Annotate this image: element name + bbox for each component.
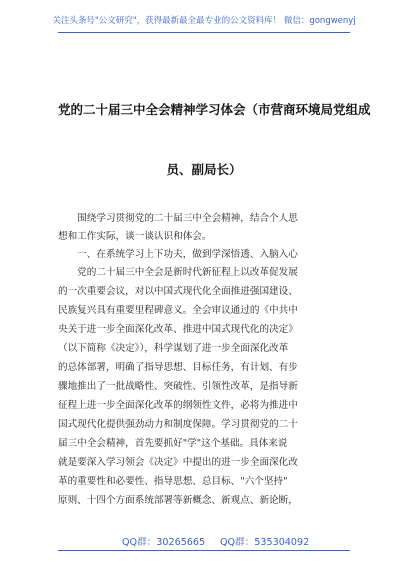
body-line: 革的重要性和必要性、指导思想、总目标、"六个坚持" (58, 476, 288, 487)
body-line: 的一次重要会议，对以中国式现代化全面推进强国建设、 (58, 286, 298, 297)
document-title-line-1: 党的二十届三中全会精神学习体会（市营商环境局党组成 (58, 102, 371, 117)
body-line: 届三中全会精神，首先要抓好"学"这个基础。具体来说 (58, 438, 288, 449)
body-line: 征程上进一步全面深化改革的纲领性文件，必将为推进中 (58, 400, 298, 411)
body-line: 想和工作实际，谈一谈认识和体会。 (58, 231, 212, 242)
body-line: 原则、十四个方面系统部署等新概念、新观点、新论断， (58, 495, 298, 506)
footer-qq-group-2: QQ群：535304092 (220, 537, 310, 548)
footer-divider (58, 550, 350, 551)
body-line: 国式现代化提供强劲动力和制度保障。学习贯彻党的二十 (58, 419, 298, 430)
document-title-line-2: 员、副局长） (166, 162, 242, 177)
body-line: 就是要深入学习领会《决定》中提出的进一步全面深化改 (58, 457, 298, 468)
header-divider (58, 32, 350, 33)
page-header-banner: 关注头条号"公文研究"，获得最新最全最专业的公文资料库！ 微信：gongwenyj (52, 16, 356, 26)
body-line: 骤地推出了一批战略性、突破性、引领性改革，是指导新 (58, 381, 298, 392)
body-line: 围绕学习贯彻党的二十届三中全会精神，结合个人思 (58, 213, 298, 224)
body-line: 央关于进一步全面深化改革、推进中国式现代化的决定》 (58, 324, 298, 335)
body-line: 的总体部署，明确了指导思想、目标任务，有计划、有步 (58, 362, 298, 373)
section-heading: 一、在系统学习上下功夫，做到学深悟透、入脑入心 (58, 249, 298, 260)
body-line: （以下简称《决定》），科学谋划了进一步全面深化改革 (58, 343, 289, 354)
body-line: 党的二十届三中全会是新时代新征程上以改革促发展 (58, 267, 298, 278)
footer-qq-group-1: QQ群：30265665 (122, 537, 206, 548)
body-line: 民族复兴具有重要里程碑意义。全会审议通过的《中共中 (58, 305, 298, 316)
